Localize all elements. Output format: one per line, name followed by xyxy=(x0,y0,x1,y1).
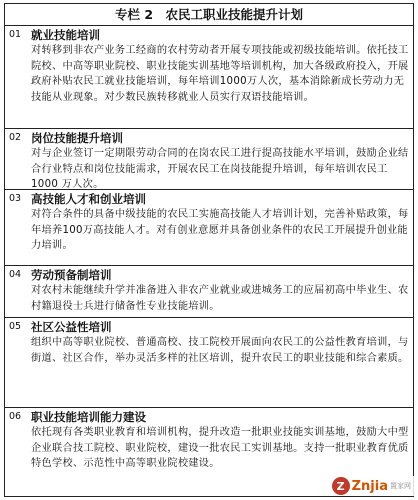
item-row-04 xyxy=(5,266,413,318)
sidebar-box xyxy=(4,3,414,497)
item-heading: 社区公益性培训 xyxy=(31,320,112,334)
item-row-05 xyxy=(5,318,413,408)
watermark-text: Znjia xyxy=(351,478,388,494)
watermark-logo-icon: Z xyxy=(332,477,350,495)
item-row-03 xyxy=(5,190,413,266)
item-row-02 xyxy=(5,129,413,190)
item-text: 对转移到非农产业务工经商的农村劳动者开展专项技能或初级技能培训。依托技工院校、中高等职业院校、职业技能实训基地等培训机构，加大各级政府投入，开展政府补贴农民工就业技能培训，每年培训1000万人次，基本消除新成长劳动力无技能从业现象。对少数民族转移就业人员实行双语技能培训。 xyxy=(31,45,409,103)
item-row-01 xyxy=(5,26,413,129)
item-content xyxy=(25,266,413,317)
item-heading: 职业技能培训能力建设 xyxy=(31,410,146,424)
item-text: 对符合条件的具备中级技能的农民工实施高技能人才培训计划，完善补贴政策，每年培养100万高技能人才。对有创业意愿并具备创业条件的农民工开展提升创业能力培训。 xyxy=(31,209,409,251)
item-content xyxy=(25,318,413,407)
item-content xyxy=(25,129,413,189)
watermark-subtext: 置家网 xyxy=(390,482,411,490)
item-text: 对农村未能继续升学并准备进入非农产业就业或进城务工的应届初高中毕业生、农村籍退役士兵进行储备性专业技能培训。 xyxy=(31,285,409,312)
box-title: 专栏 2 农民工职业技能提升计划 xyxy=(5,4,413,26)
item-heading: 高技能人才和创业培训 xyxy=(31,192,146,206)
item-text: 依托现有各类职业教育和培训机构，提升改造一批职业技能实训基地，鼓励大中型企业联合技工院校、职业院校，建设一批农民工实训基地。支持一批职业教育优质特色学校、示范性中高等职业院校建设。 xyxy=(31,427,409,469)
item-number: 01 xyxy=(9,29,22,40)
item-number: 04 xyxy=(9,269,22,280)
item-number: 02 xyxy=(9,132,22,143)
item-text: 组织中高等职业院校、普通高校、技工院校开展面向农民工的公益性教育培训，与街道、社区合作，举办灵活多样的社区培训，提升农民工的职业技能和综合素质。 xyxy=(31,337,409,364)
item-number: 05 xyxy=(9,321,22,332)
item-content xyxy=(25,26,413,128)
item-heading: 岗位技能提升培训 xyxy=(31,131,123,145)
item-heading: 劳动预备制培训 xyxy=(31,268,112,282)
item-number: 06 xyxy=(9,411,22,422)
item-heading: 就业技能培训 xyxy=(31,28,100,42)
site-watermark xyxy=(329,476,414,496)
item-number: 03 xyxy=(9,193,22,204)
item-text: 对与企业签订一定期限劳动合同的在岗农民工进行提高技能水平培训，鼓励企业结合行业特点和岗位技能需求，开展农民工在岗技能提升培训，每年培训农民工 1000 万人次。 xyxy=(31,148,409,190)
item-content xyxy=(25,190,413,265)
